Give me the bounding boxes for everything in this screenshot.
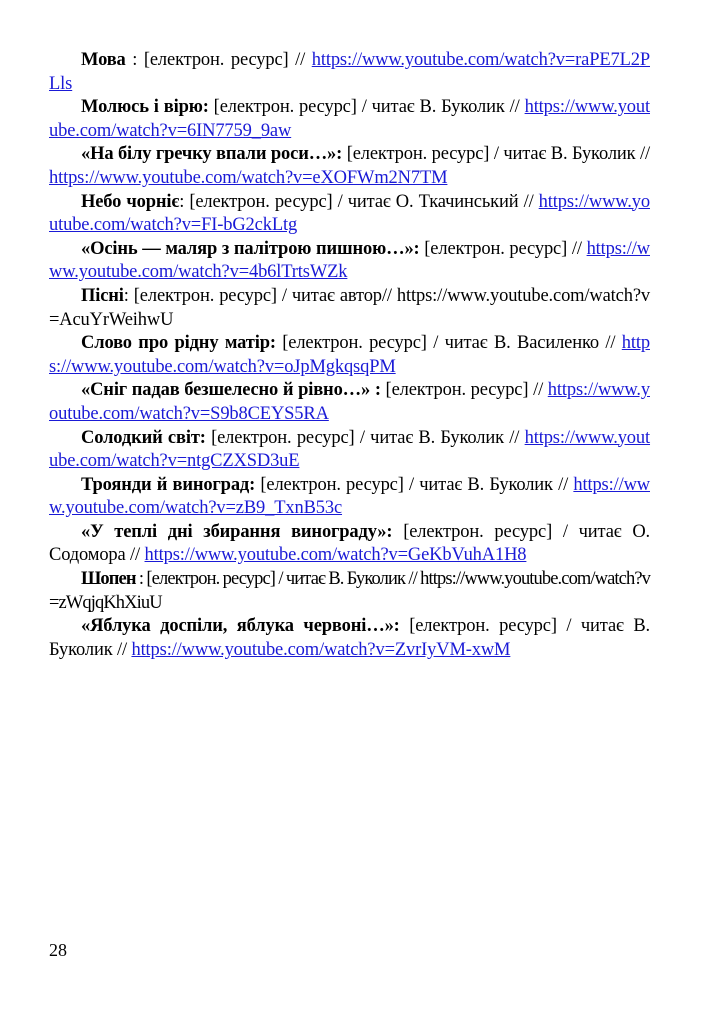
entry-url-text: https://www.youtube.com/watch?v=AcuYrWeihwU <box>49 285 650 330</box>
entry-link[interactable]: https://www.youtube.com/watch?v=4b6lTrtsWZk <box>49 238 650 283</box>
entry-link[interactable]: https://www.youtube.com/watch?v=ZvrIyVM-xwM <box>131 639 511 660</box>
list-item <box>49 143 650 190</box>
entry-title: Шопен <box>81 569 136 590</box>
list-item <box>49 238 650 285</box>
list-item <box>49 474 650 521</box>
entry-description: [електрон. ресурс] / читає В. Буколик // <box>342 144 650 165</box>
entry-description: : [електрон. ресурс] / читає О. Ткачинський // <box>179 191 539 212</box>
page-number: 28 <box>49 940 67 960</box>
entry-description: : [електрон. ресурс] / читає автор// <box>123 285 397 306</box>
entry-title: «Осінь — маляр з палітрою пишною…»: <box>81 238 420 259</box>
entry-description: [електрон. ресурс] / читає В. Буколик // <box>205 427 525 448</box>
list-item <box>49 285 650 332</box>
list-item <box>49 332 650 379</box>
entry-url-text: https://www.youtube.com/watch?v=zWqjqKhXiuU <box>49 569 650 613</box>
entry-link[interactable]: https://www.youtube.com/watch?v=FI-bG2ckLtg <box>49 191 650 236</box>
entry-description: : [електрон. ресурс] // <box>125 50 312 70</box>
entry-link[interactable]: https://www.youtube.com/watch?v=ntgCZXSD3uE <box>49 427 651 472</box>
entry-description: [електрон. ресурс] / читає О. Содомора // <box>49 521 651 566</box>
list-item <box>49 615 650 662</box>
entry-title: Молюсь і вірю: <box>81 97 209 118</box>
entry-description: [електрон. ресурс] / читає В. Буколик // <box>255 474 574 495</box>
list-item <box>49 49 650 96</box>
entry-description: [електрон. ресурс] / читає В. Буколик // <box>49 616 650 660</box>
list-item <box>49 568 650 615</box>
entry-link[interactable]: https://www.youtube.com/watch?v=oJpMgkqsqPM <box>49 333 650 377</box>
entry-title: «Яблука доспіли, яблука червоні…»: <box>81 616 400 637</box>
entry-description: [електрон. ресурс] / читає В. Василенко // <box>275 333 622 354</box>
entry-title: Троянди й виноград: <box>81 474 256 495</box>
entry-description: [електрон. ресурс] / читає В. Буколик // <box>208 97 525 118</box>
entry-title: «На білу гречку впали роси…»: <box>81 144 343 165</box>
entry-description: [електрон. ресурс] // <box>380 380 548 401</box>
entry-title: Слово про рідну матір: <box>81 333 276 354</box>
entry-title: «Сніг падав безшелесно й рівно…» : <box>81 380 381 401</box>
entry-title: Мова <box>81 50 126 70</box>
entry-title: «У теплі дні збирання винограду»: <box>81 521 393 542</box>
entry-title: Солодкий світ: <box>81 427 206 448</box>
list-item <box>49 379 650 426</box>
entry-description: : [електрон. ресурс] / читає В. Буколик // <box>135 569 421 590</box>
list-item <box>49 427 650 474</box>
entry-title: Небо чорніє <box>81 191 180 212</box>
bibliography-list <box>49 49 650 662</box>
list-item <box>49 191 650 238</box>
entry-link[interactable]: https://www.youtube.com/watch?v=GeKbVuhA1H8 <box>144 545 527 566</box>
entry-link[interactable]: https://www.youtube.com/watch?v=S9b8CEYS5RA <box>49 380 650 424</box>
entry-link[interactable]: https://www.youtube.com/watch?v=raPE7L2PLls <box>49 50 650 94</box>
list-item <box>49 96 650 143</box>
entry-link[interactable]: https://www.youtube.com/watch?v=zB9_TxnB53c <box>49 474 650 519</box>
list-item <box>49 521 650 568</box>
entry-link[interactable]: https://www.youtube.com/watch?v=6IN7759_9aw <box>49 97 650 141</box>
entry-title: Пісні <box>81 285 124 306</box>
entry-link[interactable]: https://www.youtube.com/watch?v=eXOFWm2N7TM <box>49 167 448 188</box>
entry-description: [електрон. ресурс] // <box>419 238 587 259</box>
